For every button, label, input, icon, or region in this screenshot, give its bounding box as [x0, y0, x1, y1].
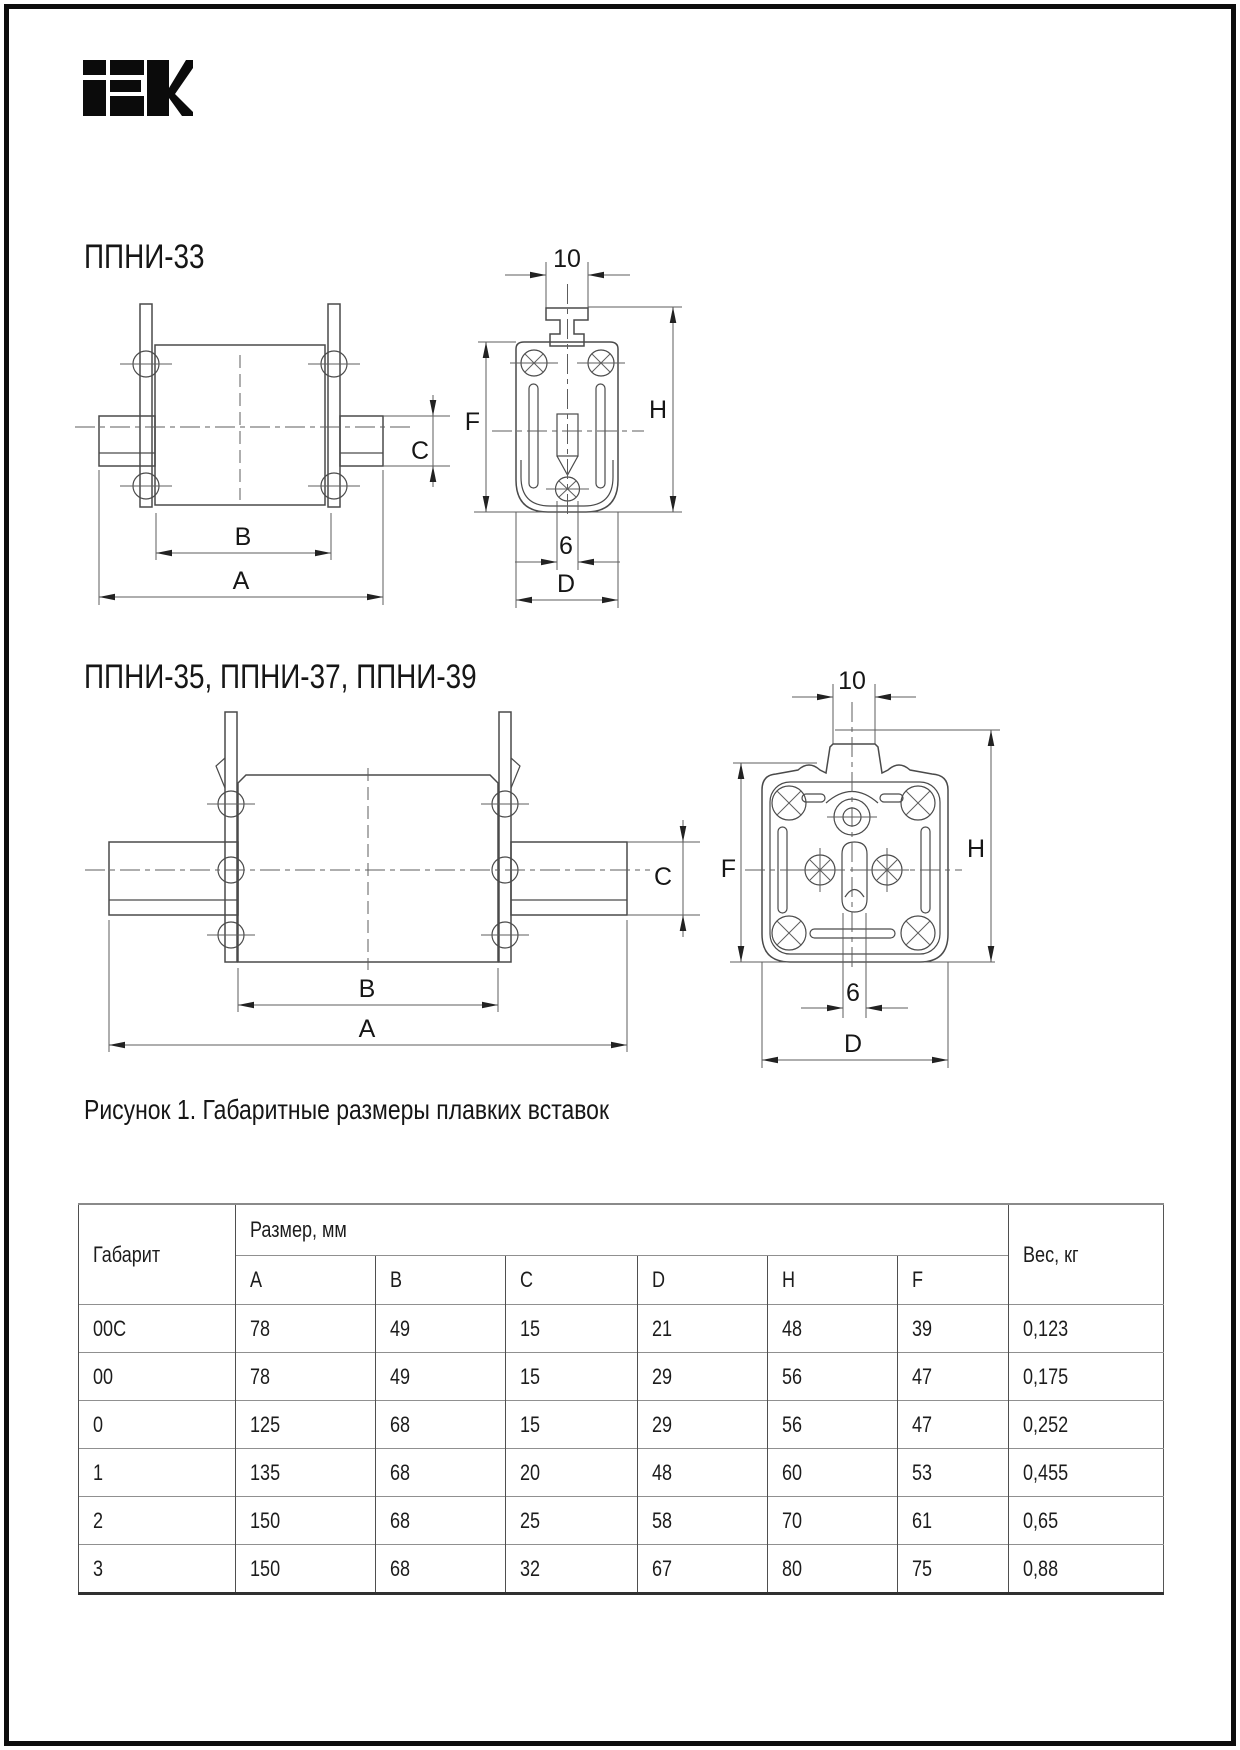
cell-dim-f: [898, 1353, 1009, 1401]
iek-logo: [83, 56, 193, 118]
cell-dim-b: [376, 1353, 506, 1401]
dim-label-10: 10: [553, 245, 581, 273]
cell-dim-b-text: 49: [390, 1363, 411, 1389]
dim-label-a2: A: [358, 1015, 376, 1043]
cell-dim-h-text: 48: [782, 1315, 803, 1341]
col-header-size-text: Размер, мм: [250, 1217, 347, 1242]
ppni33-side-view-drawing: [60, 255, 460, 615]
col-header-a-text: A: [250, 1267, 263, 1292]
dim-label-d2: D: [843, 1030, 863, 1058]
cell-dim-b-text: 68: [390, 1459, 411, 1485]
cell-dim-a-text: 135: [250, 1459, 281, 1485]
cell-dim-f: [898, 1401, 1009, 1449]
cell-gabarit: [79, 1305, 236, 1353]
ppni35-front-view-drawing: [700, 640, 1030, 1080]
cell-dim-c: [506, 1353, 638, 1401]
col-header-gabarit-text: Габарит: [93, 1241, 161, 1267]
table-row: [79, 1497, 1164, 1545]
cell-dim-h-text: 70: [782, 1507, 803, 1533]
dim-label-h: H: [648, 396, 667, 424]
cell-weight: [1009, 1353, 1164, 1401]
cell-dim-d-text: 67: [652, 1555, 673, 1581]
cell-dim-b: [376, 1449, 506, 1497]
cell-weight-text: 0,65: [1023, 1507, 1059, 1533]
table-row: [79, 1401, 1164, 1449]
cell-dim-a-text: 78: [250, 1363, 271, 1389]
cell-dim-h: [768, 1545, 898, 1594]
cell-dim-d: [638, 1497, 768, 1545]
dimensions-table: [78, 1203, 1164, 1595]
figure-title-ppni35-text: ППНИ-35, ППНИ-37, ППНИ-39: [84, 658, 477, 696]
cell-dim-h-text: 60: [782, 1459, 803, 1485]
col-header-weight: [1009, 1204, 1164, 1305]
cell-dim-c-text: 25: [520, 1507, 541, 1533]
cell-weight-text: 0,88: [1023, 1555, 1059, 1581]
cell-dim-h-text: 56: [782, 1363, 803, 1389]
cell-dim-f-text: 47: [912, 1411, 933, 1437]
cell-dim-f-text: 39: [912, 1315, 933, 1341]
cell-dim-b-text: 68: [390, 1507, 411, 1533]
cell-weight: [1009, 1449, 1164, 1497]
cell-dim-f: [898, 1545, 1009, 1594]
table-row: [79, 1545, 1164, 1594]
table-row: [79, 1353, 1164, 1401]
cell-gabarit-text: 3: [93, 1555, 104, 1581]
cell-gabarit: [79, 1497, 236, 1545]
cell-dim-f-text: 53: [912, 1459, 933, 1485]
cell-dim-c-text: 20: [520, 1459, 541, 1485]
dim-label-f: F: [464, 408, 480, 436]
cell-dim-d-text: 48: [652, 1459, 673, 1485]
cell-dim-b-text: 68: [390, 1411, 411, 1437]
ppni35-side-view-drawing: [60, 640, 710, 1060]
cell-dim-d-text: 58: [652, 1507, 673, 1533]
col-header-d-text: D: [652, 1267, 666, 1292]
table-header-row-1: [79, 1204, 1164, 1256]
cell-dim-a: [236, 1449, 376, 1497]
cell-weight: [1009, 1401, 1164, 1449]
cell-dim-c: [506, 1449, 638, 1497]
col-header-h-text: H: [782, 1267, 796, 1292]
col-header-f: [898, 1256, 1009, 1305]
cell-dim-c-text: 15: [520, 1411, 541, 1437]
dimensions-table-wrapper: [78, 1203, 1164, 1595]
cell-dim-d-text: 29: [652, 1363, 673, 1389]
cell-dim-d: [638, 1305, 768, 1353]
cell-dim-h: [768, 1497, 898, 1545]
dim-label-c2: C: [653, 863, 672, 891]
dim-label-b: B: [234, 523, 252, 551]
cell-dim-b: [376, 1497, 506, 1545]
cell-dim-h-text: 80: [782, 1555, 803, 1581]
col-header-c-text: C: [520, 1267, 534, 1292]
table-body: [79, 1305, 1164, 1594]
cell-dim-f: [898, 1449, 1009, 1497]
cell-gabarit: [79, 1449, 236, 1497]
cell-dim-c: [506, 1545, 638, 1594]
cell-dim-b-text: 68: [390, 1555, 411, 1581]
figure-caption: [84, 1094, 724, 1126]
dim-label-h2: H: [966, 835, 985, 863]
dim-label-d: D: [556, 570, 576, 598]
cell-weight-text: 0,123: [1023, 1315, 1069, 1341]
cell-weight: [1009, 1305, 1164, 1353]
cell-dim-f-text: 47: [912, 1363, 933, 1389]
cell-dim-h: [768, 1401, 898, 1449]
cell-dim-h: [768, 1353, 898, 1401]
cell-gabarit: [79, 1545, 236, 1594]
dim-label-6b: 6: [846, 979, 860, 1007]
cell-dim-a-text: 150: [250, 1507, 281, 1533]
cell-dim-b: [376, 1305, 506, 1353]
col-header-d: [638, 1256, 768, 1305]
cell-dim-b: [376, 1545, 506, 1594]
cell-dim-d: [638, 1401, 768, 1449]
cell-gabarit-text: 1: [93, 1459, 104, 1485]
table-row: [79, 1305, 1164, 1353]
cell-weight: [1009, 1545, 1164, 1594]
col-header-b-text: B: [390, 1267, 403, 1292]
cell-dim-d: [638, 1545, 768, 1594]
cell-dim-d: [638, 1449, 768, 1497]
cell-dim-h-text: 56: [782, 1411, 803, 1437]
cell-dim-a: [236, 1545, 376, 1594]
col-header-b: [376, 1256, 506, 1305]
cell-gabarit-text: 0: [93, 1411, 104, 1437]
dim-label-10b: 10: [838, 667, 866, 695]
cell-weight-text: 0,175: [1023, 1363, 1069, 1389]
figure-caption-text: Рисунок 1. Габаритные размеры плавких вставок: [84, 1094, 609, 1125]
cell-dim-a-text: 78: [250, 1315, 271, 1341]
cell-dim-a: [236, 1305, 376, 1353]
cell-dim-c: [506, 1305, 638, 1353]
table-header-row-2: [79, 1256, 1164, 1305]
cell-weight-text: 0,252: [1023, 1411, 1069, 1437]
cell-dim-f: [898, 1497, 1009, 1545]
cell-weight-text: 0,455: [1023, 1459, 1069, 1485]
dim-label-f2: F: [720, 855, 736, 883]
col-header-h: [768, 1256, 898, 1305]
col-header-c: [506, 1256, 638, 1305]
cell-dim-f-text: 61: [912, 1507, 933, 1533]
cell-dim-d-text: 21: [652, 1315, 673, 1341]
cell-dim-f-text: 75: [912, 1555, 933, 1581]
cell-dim-b: [376, 1401, 506, 1449]
dim-label-b2: B: [358, 975, 376, 1003]
cell-dim-a: [236, 1401, 376, 1449]
cell-dim-d-text: 29: [652, 1411, 673, 1437]
dim-label-6: 6: [559, 532, 573, 560]
ppni33-front-view-drawing: [410, 218, 700, 613]
dim-label-c: C: [410, 437, 430, 465]
cell-dim-c-text: 32: [520, 1555, 541, 1581]
cell-dim-f: [898, 1305, 1009, 1353]
cell-dim-a-text: 150: [250, 1555, 281, 1581]
col-header-size: [236, 1204, 1009, 1256]
iek-logo-glyphs: [83, 60, 193, 116]
figure-title-ppni33-text: ППНИ-33: [84, 238, 205, 276]
cell-gabarit: [79, 1353, 236, 1401]
cell-gabarit-text: 00C: [93, 1315, 127, 1341]
cell-dim-h: [768, 1449, 898, 1497]
cell-dim-c-text: 15: [520, 1315, 541, 1341]
cell-dim-c-text: 15: [520, 1363, 541, 1389]
col-header-a: [236, 1256, 376, 1305]
cell-dim-h: [768, 1305, 898, 1353]
dim-label-a: A: [232, 567, 250, 595]
cell-dim-a: [236, 1497, 376, 1545]
cell-gabarit-text: 00: [93, 1363, 114, 1389]
col-header-f-text: F: [912, 1267, 924, 1292]
col-header-weight-text: Вес, кг: [1023, 1241, 1079, 1267]
cell-gabarit: [79, 1401, 236, 1449]
cell-weight: [1009, 1497, 1164, 1545]
cell-dim-b-text: 49: [390, 1315, 411, 1341]
table-row: [79, 1449, 1164, 1497]
cell-dim-d: [638, 1353, 768, 1401]
col-header-gabarit: [79, 1204, 236, 1305]
cell-dim-c: [506, 1401, 638, 1449]
cell-dim-c: [506, 1497, 638, 1545]
cell-dim-a-text: 125: [250, 1411, 281, 1437]
cell-gabarit-text: 2: [93, 1507, 104, 1533]
cell-dim-a: [236, 1353, 376, 1401]
